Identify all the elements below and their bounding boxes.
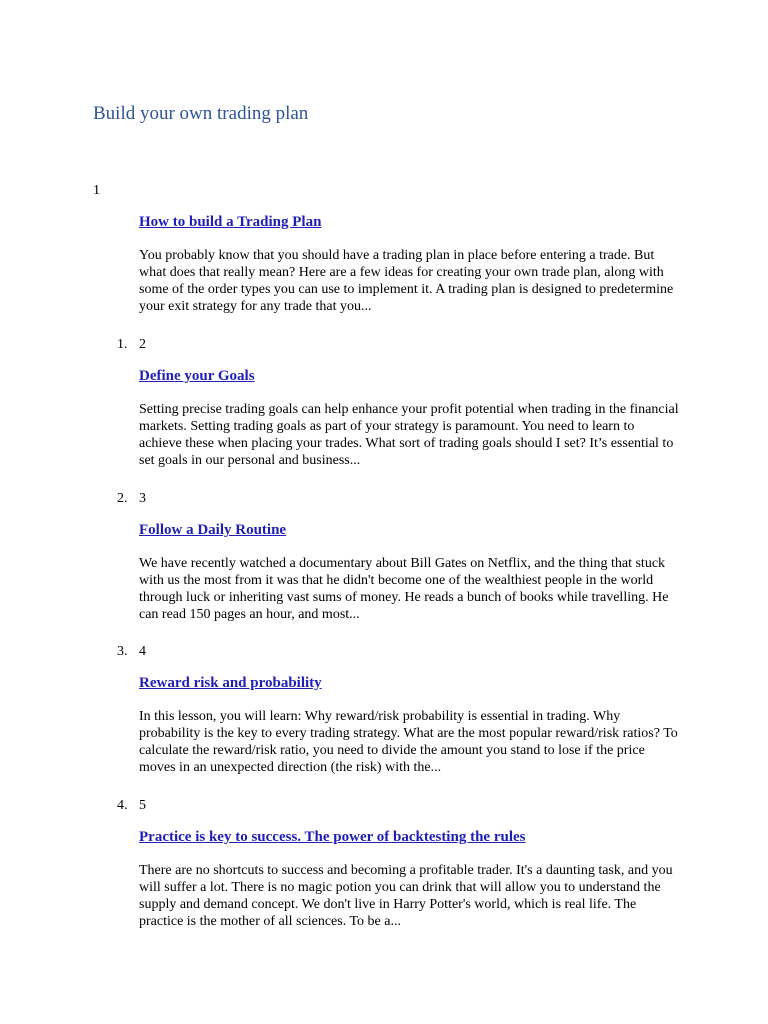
entry-excerpt: There are no shortcuts to success and becoming a profitable trader. It's a daunting task, and you will suffer a lot. There is no magic potion you can drink that will allow you to understand the supply and demand concept. We don't live in Harry Potter's world, which is real life. The practice is the mother of all sciences. To be a...: [139, 863, 673, 929]
document-title: Build your own trading plan: [93, 103, 309, 124]
list-number: 4.: [117, 798, 128, 813]
entry-excerpt: You probably know that you should have a trading plan in place before entering a trade. But what does that really mean? Here are a few ideas for creating your own trade plan, along with some of the order types you can use to implement it. A trading plan is designed to predetermine your exit strategy for any trade that you...: [139, 248, 674, 314]
entry-marker: 1: [93, 183, 100, 198]
list-number: 1.: [117, 337, 128, 352]
entry-marker: 3: [139, 491, 146, 506]
entry-link-reward-risk-and-probability[interactable]: Reward risk and probability: [139, 675, 322, 691]
entry-link-follow-a-daily-routine[interactable]: Follow a Daily Routine: [139, 522, 287, 538]
list-number: 3.: [117, 644, 128, 659]
entry-excerpt: We have recently watched a documentary about Bill Gates on Netflix, and the thing that stuck with us the most from it was that he didn't become one of the wealthiest people in the world through luck or inheriting vast sums of money. He reads a bunch of books while travelling. He can read 150 pages an hour, and most...: [139, 556, 669, 622]
entry-link-how-to-build-a-trading-plan[interactable]: How to build a Trading Plan: [139, 214, 322, 230]
entry-marker: 2: [139, 337, 146, 352]
entry-link-practice-is-key-to-success[interactable]: Practice is key to success. The power of backtesting the rules: [139, 829, 526, 845]
entry-marker: 4: [139, 644, 146, 659]
entry-link-define-your-goals[interactable]: Define your Goals: [139, 368, 255, 384]
list-number: 2.: [117, 491, 128, 506]
entry-excerpt: In this lesson, you will learn: Why reward/risk probability is essential in trading. Why probability is the key to every trading strategy. What are the most popular reward/risk ratios? To calculate the reward/risk ratio, you need to divide the amount you stand to lose if the price moves in an unexpected direction (the risk) with the...: [139, 709, 678, 775]
entry-marker: 5: [139, 798, 146, 813]
entry-excerpt: Setting precise trading goals can help enhance your profit potential when trading in the financial markets. Setting trading goals as part of your strategy is paramount. You need to learn to achieve these when placing your trades. What sort of trading goals should I set? It’s essential to set goals in our personal and business...: [139, 402, 679, 468]
